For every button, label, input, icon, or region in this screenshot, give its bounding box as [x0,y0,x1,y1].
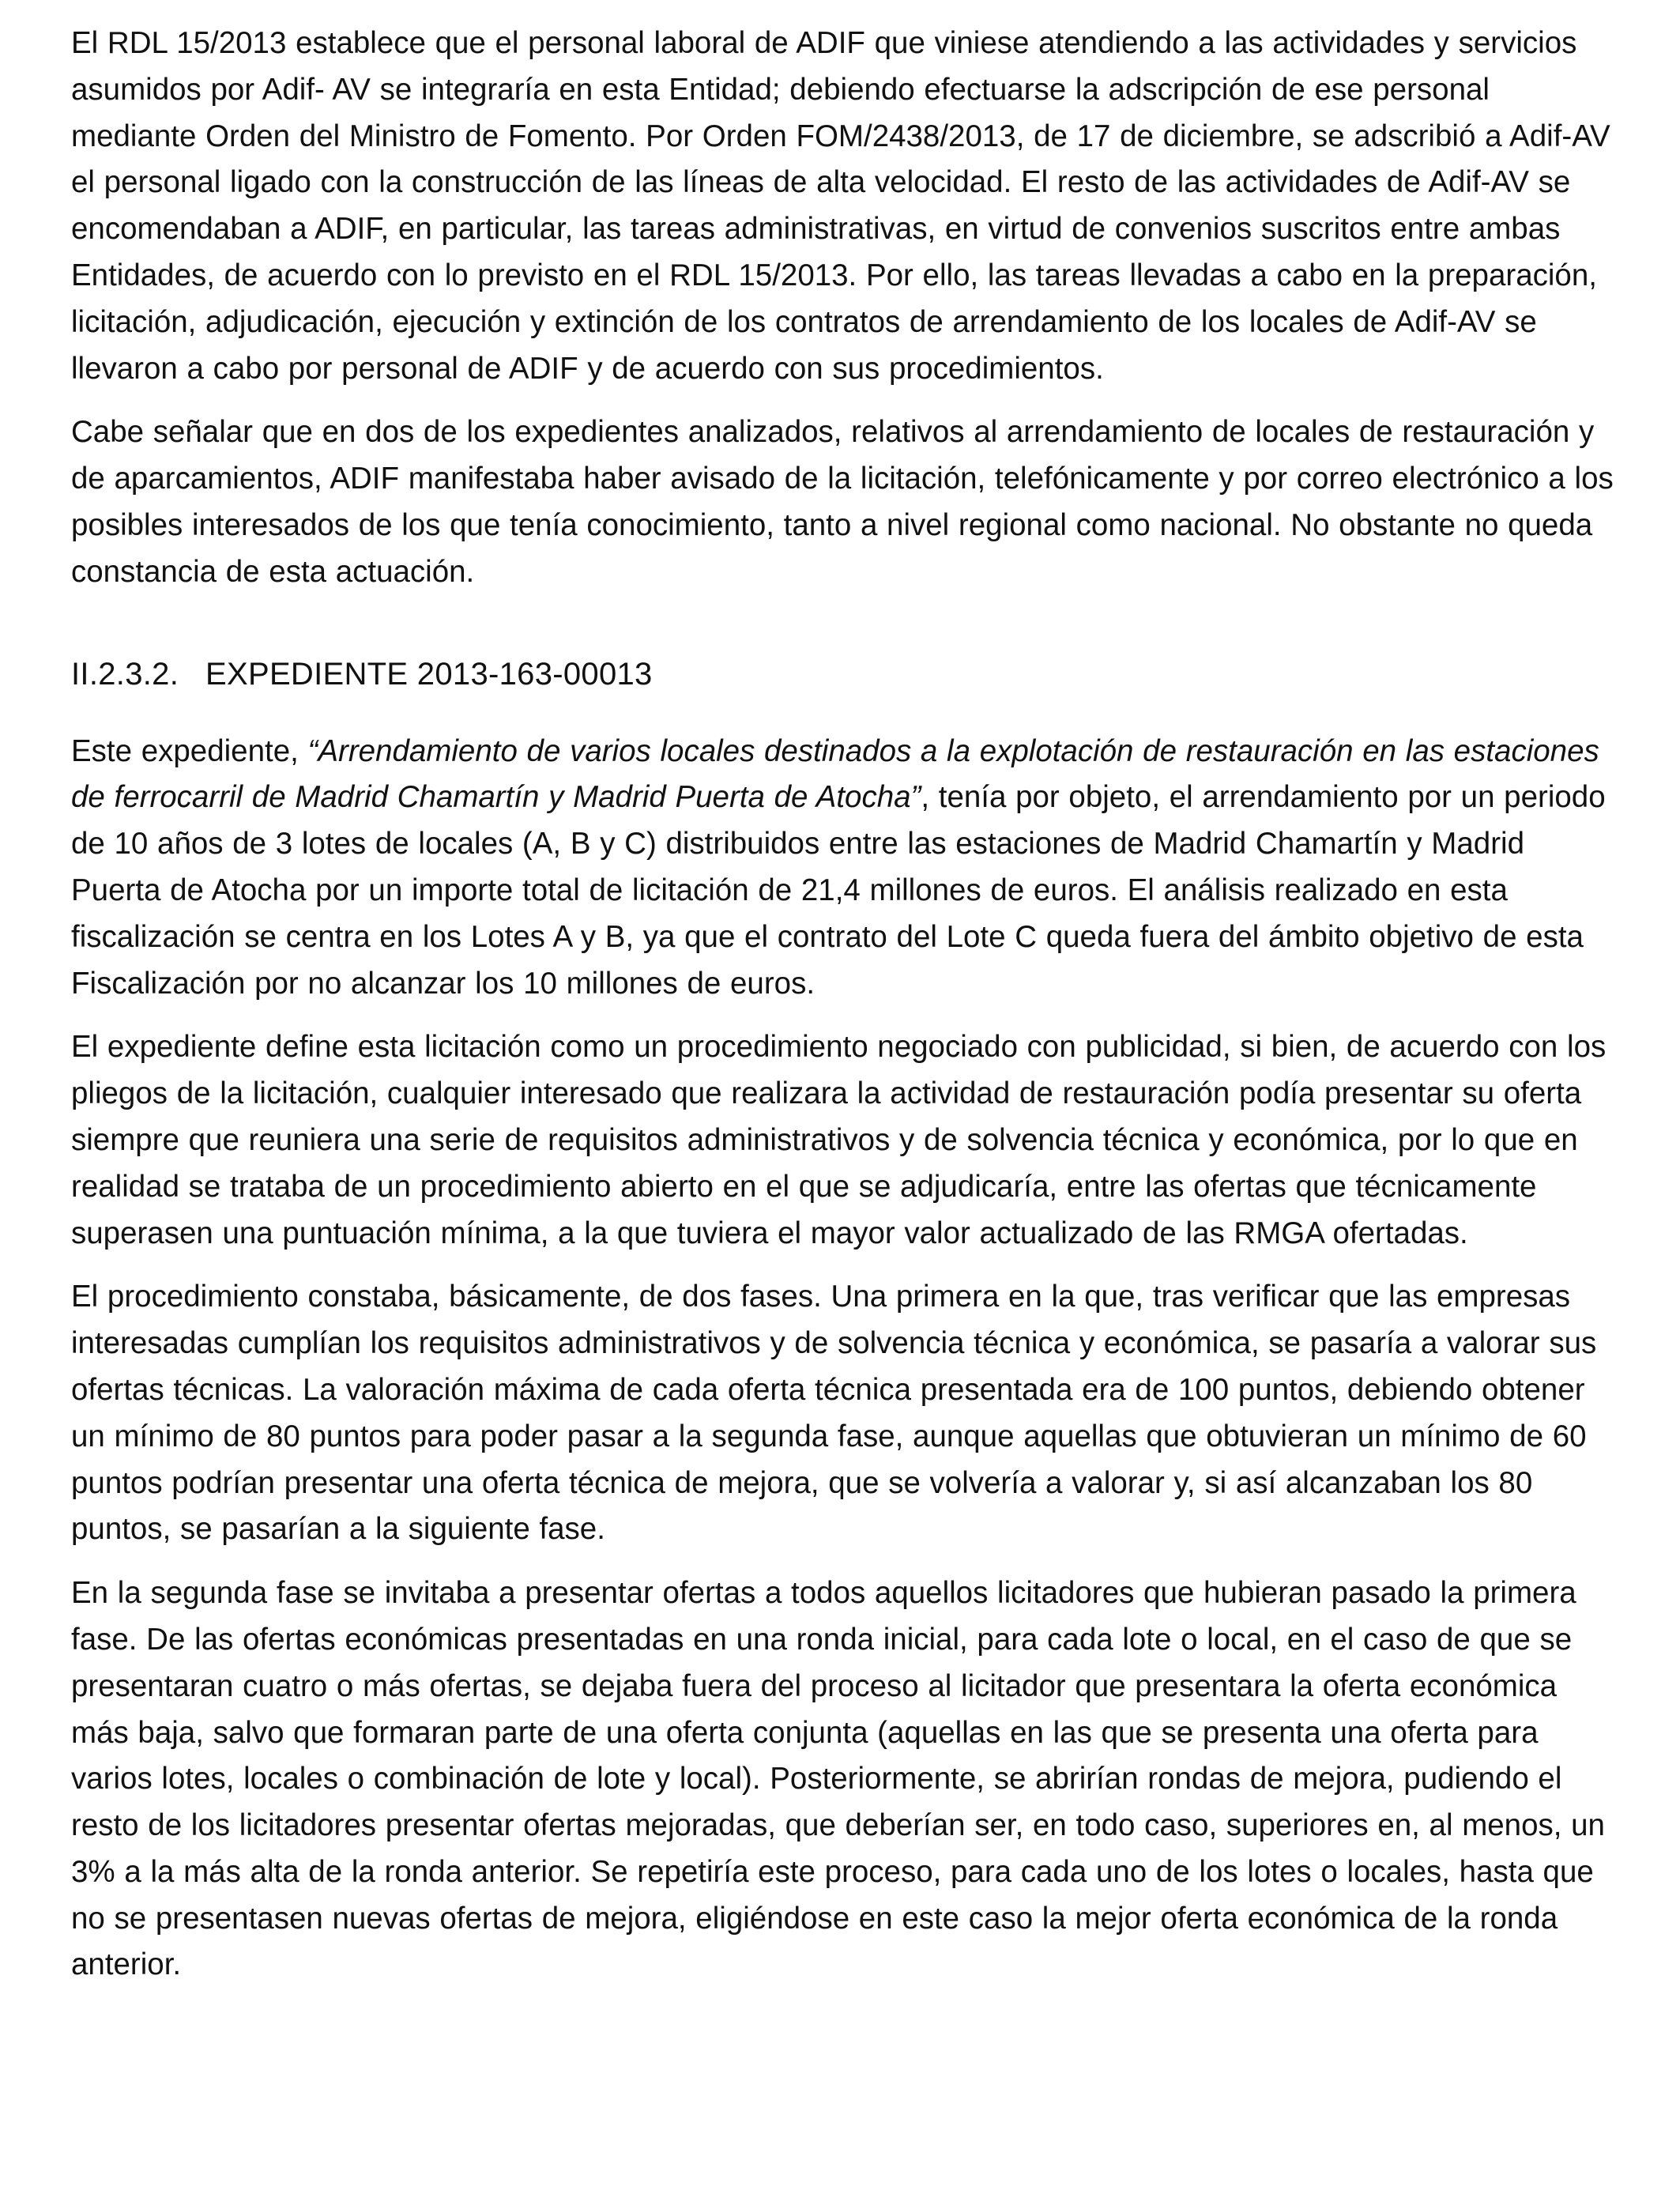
section-number: II.2.3.2. [71,656,179,692]
paragraph-objeto-expediente [71,729,1620,1008]
paragraph-segunda-fase: En la segunda fase se invitaba a presentar ofertas a todos aquellos licitadores que hubieran pasado la primera fase. De las ofertas económicas presentadas en una ronda inicial, para cada lote o local, en el caso de que se presentaran cuatro o más ofertas, se dejaba fuera del proceso al licitador que presentara la oferta económica más baja, salvo que formaran parte de una oferta conjunta (aquellas en las que se presenta una oferta para varios lotes, locales o combinación de lote y local). Posteriormente, se abrirían rondas de mejora, pudiendo el resto de los licitadores presentar ofertas mejoradas, que deberían ser, en todo caso, superiores en, al menos, un 3% a la más alta de la ronda anterior. Se repetiría este proceso, para cada uno de los lotes o locales, hasta que no se presentasen nuevas ofertas de mejora, eligiéndose en este caso la mejor oferta económica de la ronda anterior. [71,1576,1605,1982]
document-page [71,21,1620,1989]
contract-title: “Arrendamiento de varios locales destinados a la explotación de restauración en las estaciones de ferrocarril de Madrid Chamartín y Madrid Puerta de Atocha” [71,733,1599,815]
section-heading [71,651,1620,697]
paragraph-procedimiento: El expediente define esta licitación como un procedimiento negociado con publicidad, si bien, de acuerdo con los pliegos de la licitación, cualquier interesado que realizara la actividad de restauración podía presentar su oferta siempre que reuniera una serie de requisitos administrativos y de solvencia técnica y económica, por lo que en realidad se trataba de un procedimiento abierto en el que se adjudicaría, entre las ofertas que técnicamente superasen una puntuación mínima, a la que tuviera el mayor valor actualizado de las RMGA ofertadas. [71,1030,1607,1250]
paragraph-rdl-personal: El RDL 15/2013 establece que el personal laboral de ADIF que viniese atendiendo a las actividades y servicios asumidos por Adif- AV se integraría en esta Entidad; debiendo efectuarse la adscripción de ese personal mediante Orden del Ministro de Fomento. Por Orden FOM/2438/2013, de 17 de diciembre, se adscribió a Adif-AV el personal ligado con la construcción de las líneas de alta velocidad. El resto de las actividades de Adif-AV se encomendaban a ADIF, en particular, las tareas administrativas, en virtud de convenios suscritos entre ambas Entidades, de acuerdo con lo previsto en el RDL 15/2013. Por ello, las tareas llevadas a cabo en la preparación, licitación, adjudicación, ejecución y extinción de los contratos de arrendamiento de los locales de Adif-AV se llevaron a cabo por personal de ADIF y de acuerdo con sus procedimientos. [71,26,1610,386]
paragraph-fases: El procedimiento constaba, básicamente, de dos fases. Una primera en la que, tras verificar que las empresas interesadas cumplían los requisitos administrativos y de solvencia técnica y económica, se pasaría a valorar sus ofertas técnicas. La valoración máxima de cada oferta técnica presentada era de 100 puntos, debiendo obtener un mínimo de 80 puntos para poder pasar a la segunda fase, aunque aquellas que obtuvieran un mínimo de 60 puntos podrían presentar una oferta técnica de mejora, que se volvería a valorar y, si así alcanzaban los 80 puntos, se pasarían a la siguiente fase. [71,1280,1597,1547]
section-title: EXPEDIENTE 2013-163-00013 [205,656,653,692]
paragraph-rest: , tenía por objeto, el arrendamiento por un periodo de 10 años de 3 lotes de locales (A, B y C) distribuidos entre las estaciones de Madrid Chamartín y Madrid Puerta de Atocha por un importe total de licitación de 21,4 millones de euros. El análisis realizado en esta fiscalización se centra en los Lotes A y B, ya que el contrato del Lote C queda fuera del ámbito objetivo de esta Fiscalización por no alcanzar los 10 millones de euros. [71,780,1606,1001]
paragraph-lead: Este expediente, [71,733,308,768]
paragraph-aviso-licitacion: Cabe señalar que en dos de los expedientes analizados, relativos al arrendamiento de locales de restauración y de aparcamientos, ADIF manifestaba haber avisado de la licitación, telefónicamente y por correo electrónico a los posibles interesados de los que tenía conocimiento, tanto a nivel regional como nacional. No obstante no queda constancia de esta actuación. [71,415,1614,589]
